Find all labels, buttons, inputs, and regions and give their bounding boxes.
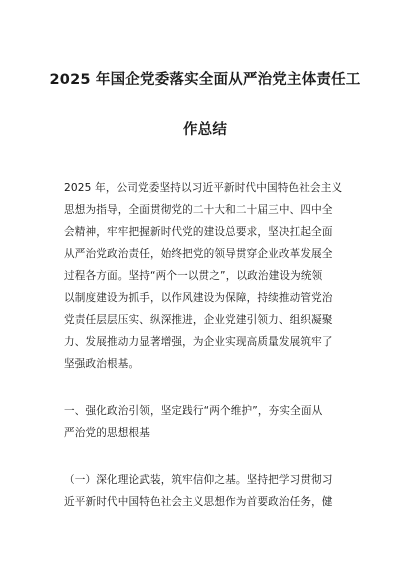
intro-line-2: 思想为指导，全面贯彻党的二十大和二十届三中、四中全 — [64, 204, 333, 216]
document-title-line-2: 作总结 — [182, 122, 228, 138]
intro-line-9: 坚强政治根基。 — [64, 358, 140, 370]
intro-line-1: 2025 年，公司党委坚持以习近平新时代中国特色社会主义 — [64, 182, 343, 194]
subsection-1-line-1: （一）深化理论武装，筑牢信仰之基。坚持把学习贯彻习 — [64, 474, 333, 486]
intro-line-7: 党责任层层压实、纵深推进，企业党建引领力、组织凝聚 — [64, 314, 333, 326]
intro-line-8: 力、发展推动力显著增强，为企业实现高质量发展筑牢了 — [64, 336, 333, 348]
intro-line-6: 以制度建设为抓手，以作风建设为保障，持续推动管党治 — [64, 292, 333, 304]
intro-line-3: 会精神，牢牢把握新时代党的建设总要求，坚决扛起全面 — [64, 226, 333, 238]
section-1-heading-line-1: 一、强化政治引领，坚定践行“两个维护”，夯实全面从 — [64, 405, 323, 417]
intro-line-4: 从严治党政治责任，始终把党的领导贯穿企业改革发展全 — [64, 248, 333, 260]
intro-line-5: 过程各方面。坚持“两个一以贯之”，以政治建设为统领 — [64, 270, 323, 282]
document-title-line-1: 2025 年国企党委落实全面从严治党主体责任工 — [49, 72, 361, 88]
subsection-1-line-2: 近平新时代中国特色社会主义思想作为首要政治任务，健 — [64, 496, 333, 508]
section-1-heading-line-2: 严治党的思想根基 — [64, 427, 150, 439]
